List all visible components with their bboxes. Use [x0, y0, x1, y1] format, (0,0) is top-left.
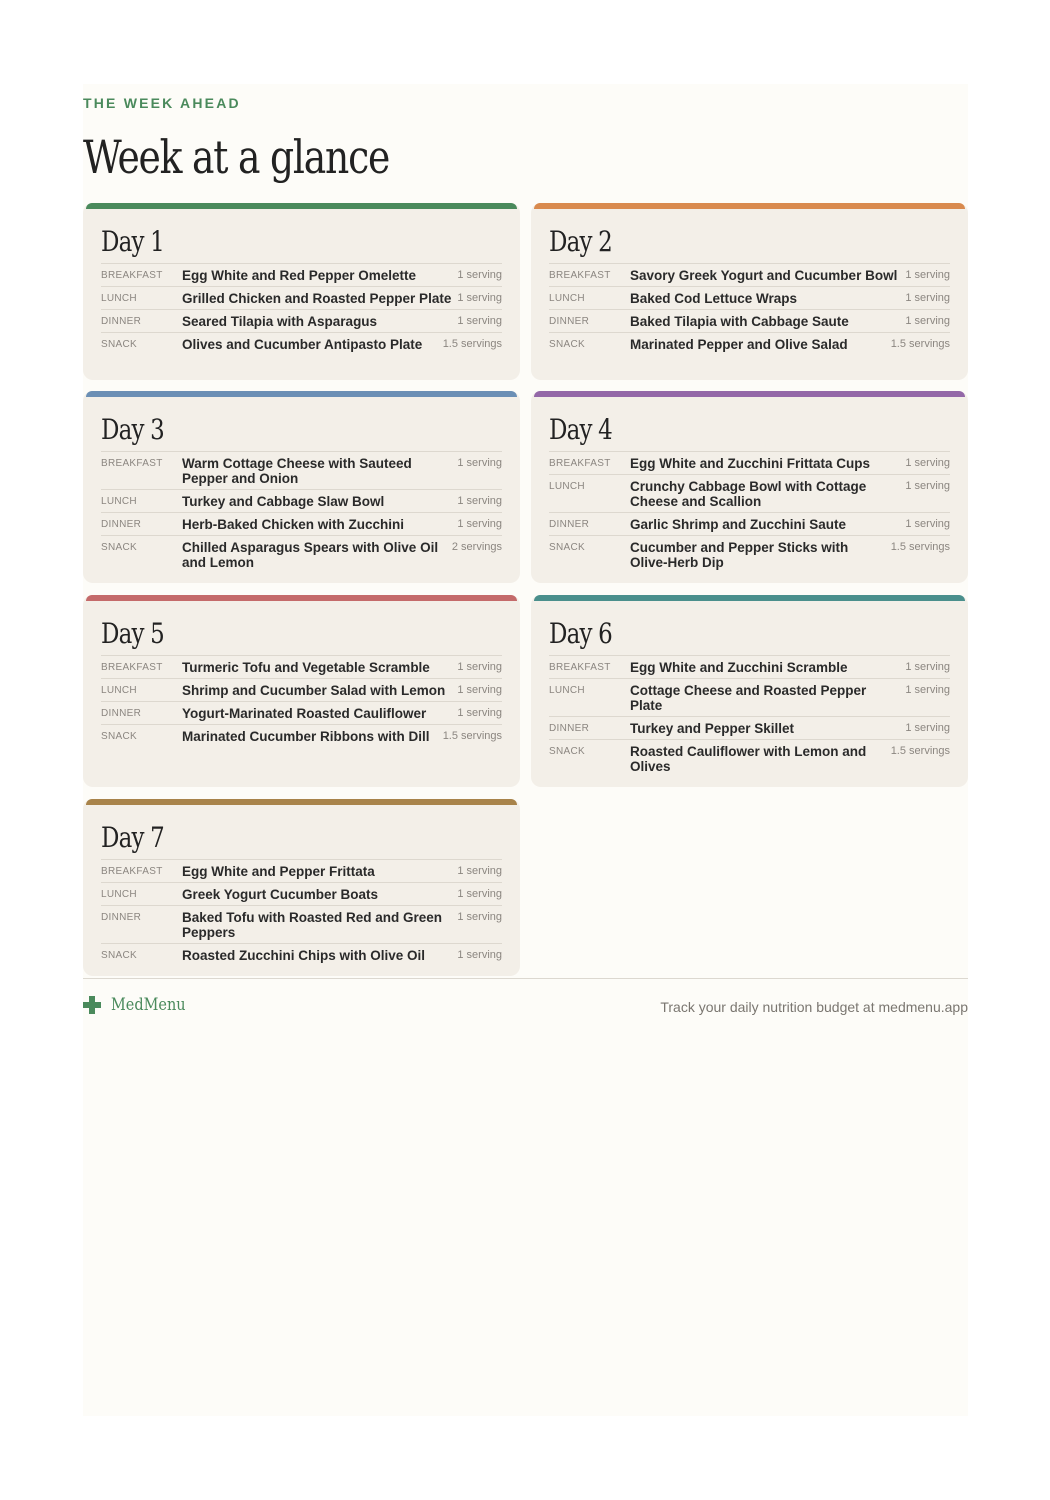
meal-dish: Savory Greek Yogurt and Cucumber Bowl: [630, 268, 898, 283]
day-title: Day 1: [101, 225, 164, 258]
meal-dish: Turkey and Pepper Skillet: [630, 721, 795, 736]
meal-servings: 1 serving: [457, 495, 502, 507]
meal-dish: Herb-Baked Chicken with Zucchini: [182, 517, 405, 532]
meal-dish: Roasted Cauliflower with Lemon and Olives: [630, 744, 867, 774]
meal-dish: Baked Tilapia with Cabbage Saute: [630, 314, 849, 329]
meal-row: [549, 286, 950, 309]
meal-dish: Egg White and Zucchini Frittata Cups: [630, 456, 871, 471]
meal-servings: 1 serving: [905, 292, 950, 304]
meal-dish: Cottage Cheese and Roasted Pepper Plate: [630, 683, 867, 713]
meal-type: BREAKFAST: [549, 458, 611, 469]
meal-type: DINNER: [101, 708, 142, 719]
meal-row: [549, 451, 950, 474]
meal-dish: Warm Cottage Cheese with Sauteed Pepper and Onion: [182, 456, 412, 486]
meal-servings: 1 serving: [905, 315, 950, 327]
meal-row: [549, 535, 950, 573]
meal-row: [549, 512, 950, 535]
meal-row: [101, 943, 502, 966]
meal-type: LUNCH: [549, 685, 585, 696]
meal-type: SNACK: [549, 746, 585, 757]
medical-cross-icon: [83, 996, 101, 1014]
meal-row: [101, 724, 502, 747]
meal-dish: Garlic Shrimp and Zucchini Saute: [630, 517, 847, 532]
meal-servings: 1 serving: [905, 661, 950, 673]
meal-servings: 1 serving: [905, 269, 950, 281]
meal-type: BREAKFAST: [101, 270, 163, 281]
meal-row: [101, 286, 502, 309]
day-card: [83, 203, 520, 380]
day-card: [531, 595, 968, 787]
meal-servings: 1 serving: [905, 722, 950, 734]
meal-type: SNACK: [101, 731, 137, 742]
day-title: Day 5: [101, 617, 164, 650]
meal-type: SNACK: [549, 542, 585, 553]
day-accent-bar: [86, 391, 517, 397]
meal-dish: Baked Cod Lettuce Wraps: [630, 291, 798, 306]
meal-servings: 1.5 servings: [890, 745, 950, 757]
meal-servings: 1 serving: [457, 457, 502, 469]
day-accent-bar: [86, 203, 517, 209]
meal-row: [101, 489, 502, 512]
meal-dish: Roasted Zucchini Chips with Olive Oil: [182, 948, 426, 963]
day-accent-bar: [534, 595, 965, 601]
meal-row: [101, 512, 502, 535]
meal-servings: 1 serving: [905, 684, 950, 696]
meal-servings: 1 serving: [905, 518, 950, 530]
footer-divider: [83, 978, 968, 979]
meal-dish: Egg White and Red Pepper Omelette: [182, 268, 417, 283]
meal-dish: Baked Tofu with Roasted Red and Green Peppers: [182, 910, 443, 940]
meal-type: LUNCH: [549, 293, 585, 304]
meal-servings: 1 serving: [905, 457, 950, 469]
day-accent-bar: [534, 391, 965, 397]
meal-type: LUNCH: [101, 496, 137, 507]
meal-row: [549, 309, 950, 332]
day-title: Day 3: [101, 413, 164, 446]
day-card: [531, 391, 968, 583]
meal-dish: Yogurt-Marinated Roasted Cauliflower: [182, 706, 427, 721]
meal-type: DINNER: [101, 316, 142, 327]
meal-type: DINNER: [549, 723, 590, 734]
page-title: Week at a glance: [83, 130, 390, 184]
meal-servings: 1.5 servings: [442, 730, 502, 742]
day-accent-bar: [86, 799, 517, 805]
meal-type: DINNER: [549, 316, 590, 327]
meal-dish: Turmeric Tofu and Vegetable Scramble: [182, 660, 430, 675]
meal-dish: Crunchy Cabbage Bowl with Cottage Cheese and Scallion: [630, 479, 867, 509]
meal-servings: 1.5 servings: [890, 541, 950, 553]
meal-servings: 1 serving: [457, 865, 502, 877]
meal-servings: 2 servings: [451, 541, 502, 553]
meal-row: [549, 263, 950, 286]
meal-servings: 1 serving: [457, 888, 502, 900]
meal-type: LUNCH: [101, 293, 137, 304]
meal-row: [101, 451, 502, 489]
meal-type: BREAKFAST: [101, 662, 163, 673]
meal-row: [549, 655, 950, 678]
meal-row: [549, 678, 950, 716]
day-title: Day 7: [101, 821, 164, 854]
day-card: [83, 595, 520, 787]
day-accent-bar: [86, 595, 517, 601]
meal-type: BREAKFAST: [101, 458, 163, 469]
meal-servings: 1 serving: [457, 292, 502, 304]
meal-row: [101, 332, 502, 355]
meal-row: [101, 263, 502, 286]
brand: [83, 995, 199, 1015]
meal-row: [549, 739, 950, 777]
meal-dish: Greek Yogurt Cucumber Boats: [182, 887, 379, 902]
meal-row: [101, 859, 502, 882]
meal-servings: 1 serving: [457, 707, 502, 719]
meal-type: BREAKFAST: [549, 662, 611, 673]
meal-type: SNACK: [101, 542, 137, 553]
meal-row: [101, 309, 502, 332]
meal-row: [101, 678, 502, 701]
meal-row: [101, 655, 502, 678]
day-title: Day 4: [549, 413, 612, 446]
meal-dish: Marinated Cucumber Ribbons with Dill: [182, 729, 430, 744]
meal-dish: Chilled Asparagus Spears with Olive Oil and Lemon: [182, 540, 439, 570]
meal-servings: 1 serving: [905, 480, 950, 492]
day-card: [83, 391, 520, 583]
meal-row: [101, 905, 502, 943]
meal-row: [101, 701, 502, 724]
meal-type: SNACK: [101, 339, 137, 350]
meal-servings: 1 serving: [457, 269, 502, 281]
day-card: [531, 203, 968, 380]
day-card: [83, 799, 520, 976]
meal-dish: Seared Tilapia with Asparagus: [182, 314, 378, 329]
brand-name: MedMenu: [111, 995, 186, 1015]
meal-dish: Cucumber and Pepper Sticks with Olive-Herb Dip: [630, 540, 849, 570]
meal-servings: 1 serving: [457, 684, 502, 696]
meal-type: LUNCH: [549, 481, 585, 492]
meal-row: [549, 716, 950, 739]
day-accent-bar: [534, 203, 965, 209]
meal-row: [101, 535, 502, 573]
meal-plan-page: [83, 84, 968, 1416]
meal-servings: 1 serving: [457, 518, 502, 530]
meal-type: SNACK: [101, 950, 137, 961]
meal-servings: 1 serving: [457, 661, 502, 673]
meal-servings: 1.5 servings: [890, 338, 950, 350]
meal-type: DINNER: [101, 519, 142, 530]
meal-row: [549, 474, 950, 512]
meal-servings: 1 serving: [457, 911, 502, 923]
footer-tagline: Track your daily nutrition budget at medmenu.app: [660, 999, 968, 1015]
meal-type: DINNER: [549, 519, 590, 530]
meal-dish: Egg White and Pepper Frittata: [182, 864, 375, 879]
meal-dish: Marinated Pepper and Olive Salad: [630, 337, 848, 352]
meal-servings: 1 serving: [457, 315, 502, 327]
meal-dish: Shrimp and Cucumber Salad with Lemon: [182, 683, 446, 698]
meal-dish: Egg White and Zucchini Scramble: [630, 660, 848, 675]
meal-row: [549, 332, 950, 355]
meal-row: [101, 882, 502, 905]
meal-type: DINNER: [101, 912, 142, 923]
meal-servings: 1.5 servings: [442, 338, 502, 350]
meal-type: LUNCH: [101, 889, 137, 900]
meal-servings: 1 serving: [457, 949, 502, 961]
meal-dish: Grilled Chicken and Roasted Pepper Plate: [182, 291, 452, 306]
meal-type: SNACK: [549, 339, 585, 350]
page-eyebrow: THE WEEK AHEAD: [83, 95, 241, 111]
meal-type: BREAKFAST: [101, 866, 163, 877]
meal-type: BREAKFAST: [549, 270, 611, 281]
meal-dish: Turkey and Cabbage Slaw Bowl: [182, 494, 385, 509]
day-title: Day 2: [549, 225, 612, 258]
meal-type: LUNCH: [101, 685, 137, 696]
meal-dish: Olives and Cucumber Antipasto Plate: [182, 337, 423, 352]
day-title: Day 6: [549, 617, 612, 650]
